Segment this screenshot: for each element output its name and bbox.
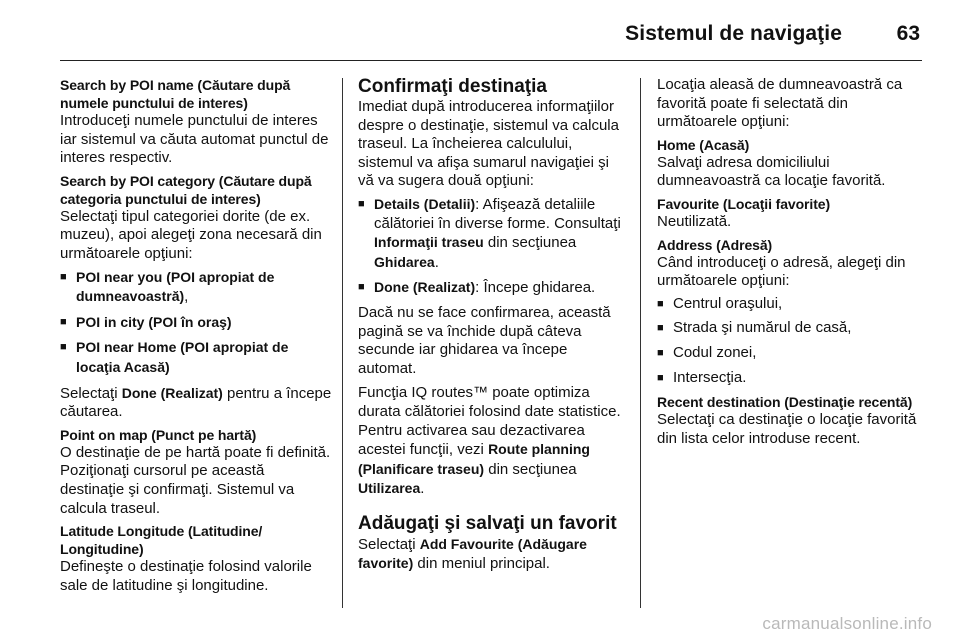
bullet-icon: ■ <box>657 322 664 335</box>
column-middle <box>358 76 626 574</box>
section-title-add-favourite: Adăugaţi şi salvaţi un favorit <box>358 512 617 534</box>
list-item: ■ Done (Realizat): Începe ghidarea. <box>358 279 596 297</box>
paragraph: Defineşte o destinaţie folosind valorile sale de latitudine şi longitudine. <box>60 558 312 594</box>
list-item: ■ Intersecţia. <box>657 368 747 386</box>
bullet-icon: ■ <box>657 346 664 359</box>
column-divider-2 <box>640 78 641 608</box>
paragraph: O destinaţie de pe hartă poate fi definită. Poziţionaţi cursorul pe această destinaţie şi confirmaţi. Sistemul va calcula traseul. <box>60 443 331 517</box>
list-item: ■ Centrul oraşului, <box>657 294 783 312</box>
list-item: ■ POI near Home (POI apropiat de locaţia Acasă) <box>60 339 289 375</box>
page-title: Sistemul de navigaţie <box>625 22 842 45</box>
column-divider-1 <box>342 78 343 608</box>
column-right <box>657 76 929 448</box>
paragraph: Funcţia IQ routes™ poate optimiza durata călătoriei folosind date statistice. Pentru activarea sau dezactivarea acestei funcţii, vezi Route planning (Planificare traseu) din secţiunea Utilizarea. <box>358 384 621 498</box>
watermark: carmanualsonline.info <box>762 614 932 633</box>
paragraph: Selectaţi ca destinaţie o locaţie favorită din lista celor introduse recent. <box>657 411 917 447</box>
list-item: ■ Codul zonei, <box>657 343 757 361</box>
header-divider <box>60 60 922 61</box>
page-header <box>0 0 960 60</box>
list-item: ■ Strada şi numărul de casă, <box>657 319 852 337</box>
bullet-icon: ■ <box>358 281 365 294</box>
bullet-icon: ■ <box>358 197 365 210</box>
confirm-options-list <box>358 195 626 298</box>
paragraph: Salvaţi adresa domiciliului dumneavoastră ca locaţie favorită. <box>657 153 886 190</box>
paragraph: Selectaţi tipul categoriei dorite (de ex. muzeu), apoi alegeţi zona necesară din următoarele opţiuni: <box>60 207 322 262</box>
paragraph: Locaţia aleasă de dumneavoastră ca favorită poate fi selectată din următoarele opţiuni: <box>657 76 903 131</box>
term-search-poi-category: Search by POI category (Căutare după categoria punctului de interes) <box>60 172 312 207</box>
paragraph: Imediat după introducerea informaţiilor despre o destinaţie, sistemul va calcula traseul. La încheierea calculului, sistemul va afişa sumarul navigaţiei şi vă va sugera două opţiuni: <box>358 98 619 190</box>
bullet-icon: ■ <box>60 315 67 328</box>
bullet-icon: ■ <box>60 270 67 283</box>
paragraph: Dacă nu se face confirmarea, această pagină se va închide după câteva secunde iar ghidarea va începe automat. <box>358 303 611 377</box>
term-latitude-longitude: Latitude Longitude (Latitudine/ Longitudine) <box>60 523 263 558</box>
list-item: ■ Details (Detalii): Afişează detaliile călătoriei în diverse forme. Consultaţi Informaţii traseu din secţiunea Ghidarea. <box>358 195 621 271</box>
term-recent-destination: Recent destination (Destinaţie recentă) <box>657 394 913 411</box>
paragraph: Selectaţi Done (Realizat) pentru a începe căutarea. <box>60 384 332 421</box>
term-home: Home (Acasă) <box>657 136 750 153</box>
list-item: ■ POI in city (POI în oraş) <box>60 313 232 330</box>
paragraph: Neutilizată. <box>657 212 732 230</box>
term-search-poi-name: Search by POI name (Căutare după numele punctului de interes) <box>60 77 291 111</box>
bullet-icon: ■ <box>657 371 664 384</box>
list-item: ■ POI near you (POI apropiat de dumneavoastră), <box>60 268 275 306</box>
paragraph: Selectaţi Add Favourite (Adăugare favorite) din meniul principal. <box>358 535 587 573</box>
paragraph: Când introduceţi o adresă, alegeţi din următoarele opţiuni: <box>657 253 906 290</box>
address-options-list <box>657 295 929 387</box>
paragraph: Introduceţi numele punctului de interes iar sistemul va căuta automat punctul de interes respectiv. <box>60 112 329 167</box>
term-address: Address (Adresă) <box>657 236 773 253</box>
term-point-on-map: Point on map (Punct pe hartă) <box>60 426 257 443</box>
term-favourite: Favourite (Locaţii favorite) <box>657 195 831 212</box>
bullet-icon: ■ <box>657 297 664 310</box>
page-number: 63 <box>896 22 920 45</box>
poi-options-list <box>60 268 332 378</box>
column-left <box>60 76 332 595</box>
section-title-confirm-destination: Confirmaţi destinaţia <box>358 76 547 97</box>
bullet-icon: ■ <box>60 341 67 354</box>
